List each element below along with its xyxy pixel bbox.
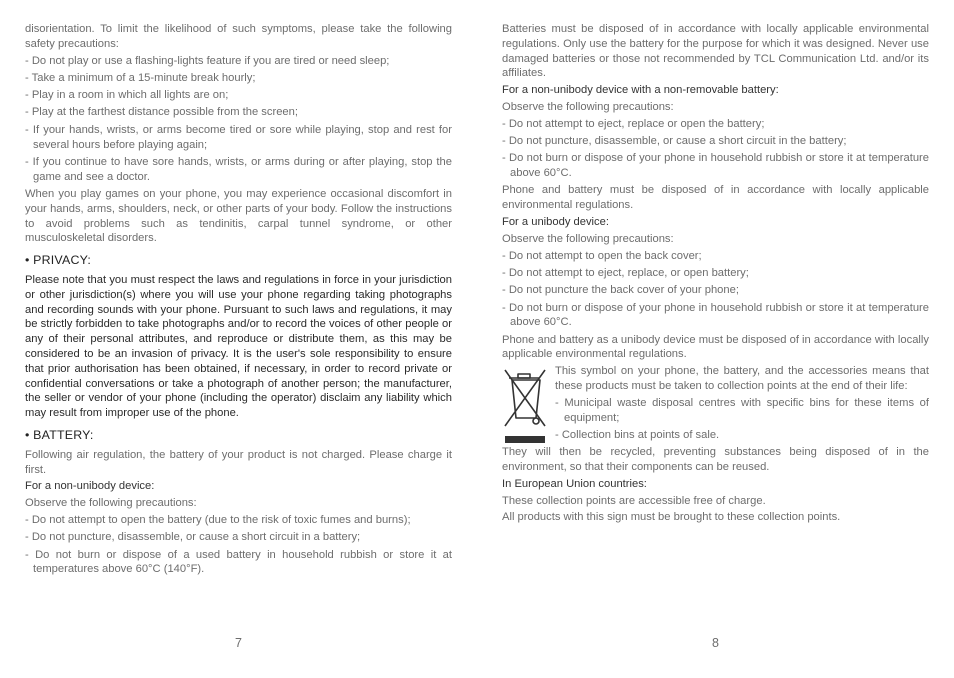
non-removable-precaution-item: - Do not burn or dispose of your phone in household rubbish or store it at temperature above 60°C. xyxy=(502,152,929,180)
observe-precautions: Observe the following precautions: xyxy=(502,100,674,113)
precaution-item: - Take a minimum of a 15-minute break hourly; xyxy=(25,71,256,84)
battery-precaution-item: - Do not attempt to open the battery (due to the risk of toxic fumes and burns); xyxy=(25,513,411,526)
unibody-dispose: Phone and battery as a unibody device must be disposed of in accordance with locally applicable environmental regulations. xyxy=(502,333,929,361)
non-removable-precaution-item: - Do not puncture, disassemble, or cause a short circuit in the battery; xyxy=(502,135,847,148)
dispose-intro: Batteries must be disposed of in accordance with locally applicable environmental regulations. Only use the battery for the purpose for which it was designed. Never use damaged batteries or those not recommended by TCL Communication Ltd. and/or its affiliates. xyxy=(502,23,929,80)
unibody-title: For a unibody device: xyxy=(502,216,609,229)
non-removable-precaution-item: - Do not attempt to eject, replace or open the battery; xyxy=(502,117,765,130)
right-page xyxy=(502,0,929,678)
recycling-symbol-block xyxy=(502,364,929,442)
collection-point-item: - Collection bins at points of sale. xyxy=(555,428,720,441)
privacy-heading: • PRIVACY: xyxy=(25,253,92,268)
observe-precautions: Observe the following precautions: xyxy=(25,497,197,510)
discomfort-paragraph: When you play games on your phone, you may experience occasional discomfort in your hands, arms, shoulders, neck, or other parts of your body. Follow the instructions to avoid problems such as tendinitis, carpal tunnel syndrome, or other musculoskeletal disorders. xyxy=(25,187,452,245)
page-number: 8 xyxy=(712,636,719,650)
page-number: 7 xyxy=(235,636,242,650)
left-page xyxy=(25,0,452,678)
battery-precaution-item: - Do not puncture, disassemble, or cause a short circuit in a battery; xyxy=(25,531,361,544)
unibody-precaution-item: - Do not attempt to open the back cover; xyxy=(502,249,702,262)
non-removable-dispose: Phone and battery must be disposed of in accordance with locally applicable environmental regulations. xyxy=(502,184,929,212)
unibody-precaution-item: - Do not puncture the back cover of your phone; xyxy=(502,284,739,297)
battery-intro: Following air regulation, the battery of your product is not charged. Please charge it first. xyxy=(25,448,452,476)
eu-free-paragraph: These collection points are accessible free of charge. xyxy=(502,494,766,507)
right-page-content xyxy=(502,22,929,527)
eu-title: In European Union countries: xyxy=(502,477,647,490)
privacy-paragraph: Please note that you must respect the laws and regulations in force in your jurisdiction or other jurisdiction(s) where you will use your phone regarding taking photographs and recording sounds with your phone. Pursuant to such laws and regulations, it may be strictly forbidden to take photographs and/or to record the voices of other people or any of their personal attributes, and reproduce or distribute them, as this may be considered to be an invasion of privacy. It is the user's sole responsibility to ensure that prior authorisation has been obtained, if necessary, in order to record private or confidential conversations or take a photograph of another person; the manufacturer, the seller or vendor of your phone (including the operator) disclaim any liability which may result from improper use of the phone. xyxy=(25,273,452,420)
precaution-item: - If you continue to have sore hands, wrists, or arms during or after playing, stop the game and see a doctor. xyxy=(25,155,452,183)
symbol-text xyxy=(555,364,929,442)
left-page-content xyxy=(25,22,452,580)
eu-all-paragraph: All products with this sign must be brought to these collection points. xyxy=(502,511,841,524)
crossed-out-wheelie-bin-icon xyxy=(502,366,548,444)
symbol-description: This symbol on your phone, the battery, and the accessories means that these products must be taken to collection points at the end of their life: xyxy=(555,365,929,393)
precaution-item: - If your hands, wrists, or arms become tired or sore while playing, stop and rest for several hours before playing again; xyxy=(25,123,452,151)
precaution-item: - Play in a room in which all lights are on; xyxy=(25,89,229,102)
battery-precaution-item: - Do not burn or dispose of a used battery in household rubbish or store it at temperatures above 60°C (140°F). xyxy=(25,548,452,576)
non-unibody-title: For a non-unibody device: xyxy=(25,480,155,493)
precaution-item: - Play at the farthest distance possible from the screen; xyxy=(25,106,298,119)
non-removable-title: For a non-unibody device with a non-removable battery: xyxy=(502,84,779,97)
battery-heading: • BATTERY: xyxy=(25,427,94,442)
unibody-precaution-item: - Do not attempt to eject, replace, or open battery; xyxy=(502,266,749,279)
intro-paragraph: disorientation. To limit the likelihood of such symptoms, please take the following safety precautions: xyxy=(25,23,452,50)
collection-point-item: - Municipal waste disposal centres with specific bins for these items of equipment; xyxy=(555,396,929,424)
unibody-precaution-item: - Do not burn or dispose of your phone in household rubbish or store it at temperature above 60°C. xyxy=(502,301,929,329)
recycled-paragraph: They will then be recycled, preventing substances being disposed of in the environment, so that their components can be reused. xyxy=(502,446,929,474)
observe-precautions-2: Observe the following precautions: xyxy=(502,232,674,245)
precaution-item: - Do not play or use a flashing-lights feature if you are tired or need sleep; xyxy=(25,54,390,67)
